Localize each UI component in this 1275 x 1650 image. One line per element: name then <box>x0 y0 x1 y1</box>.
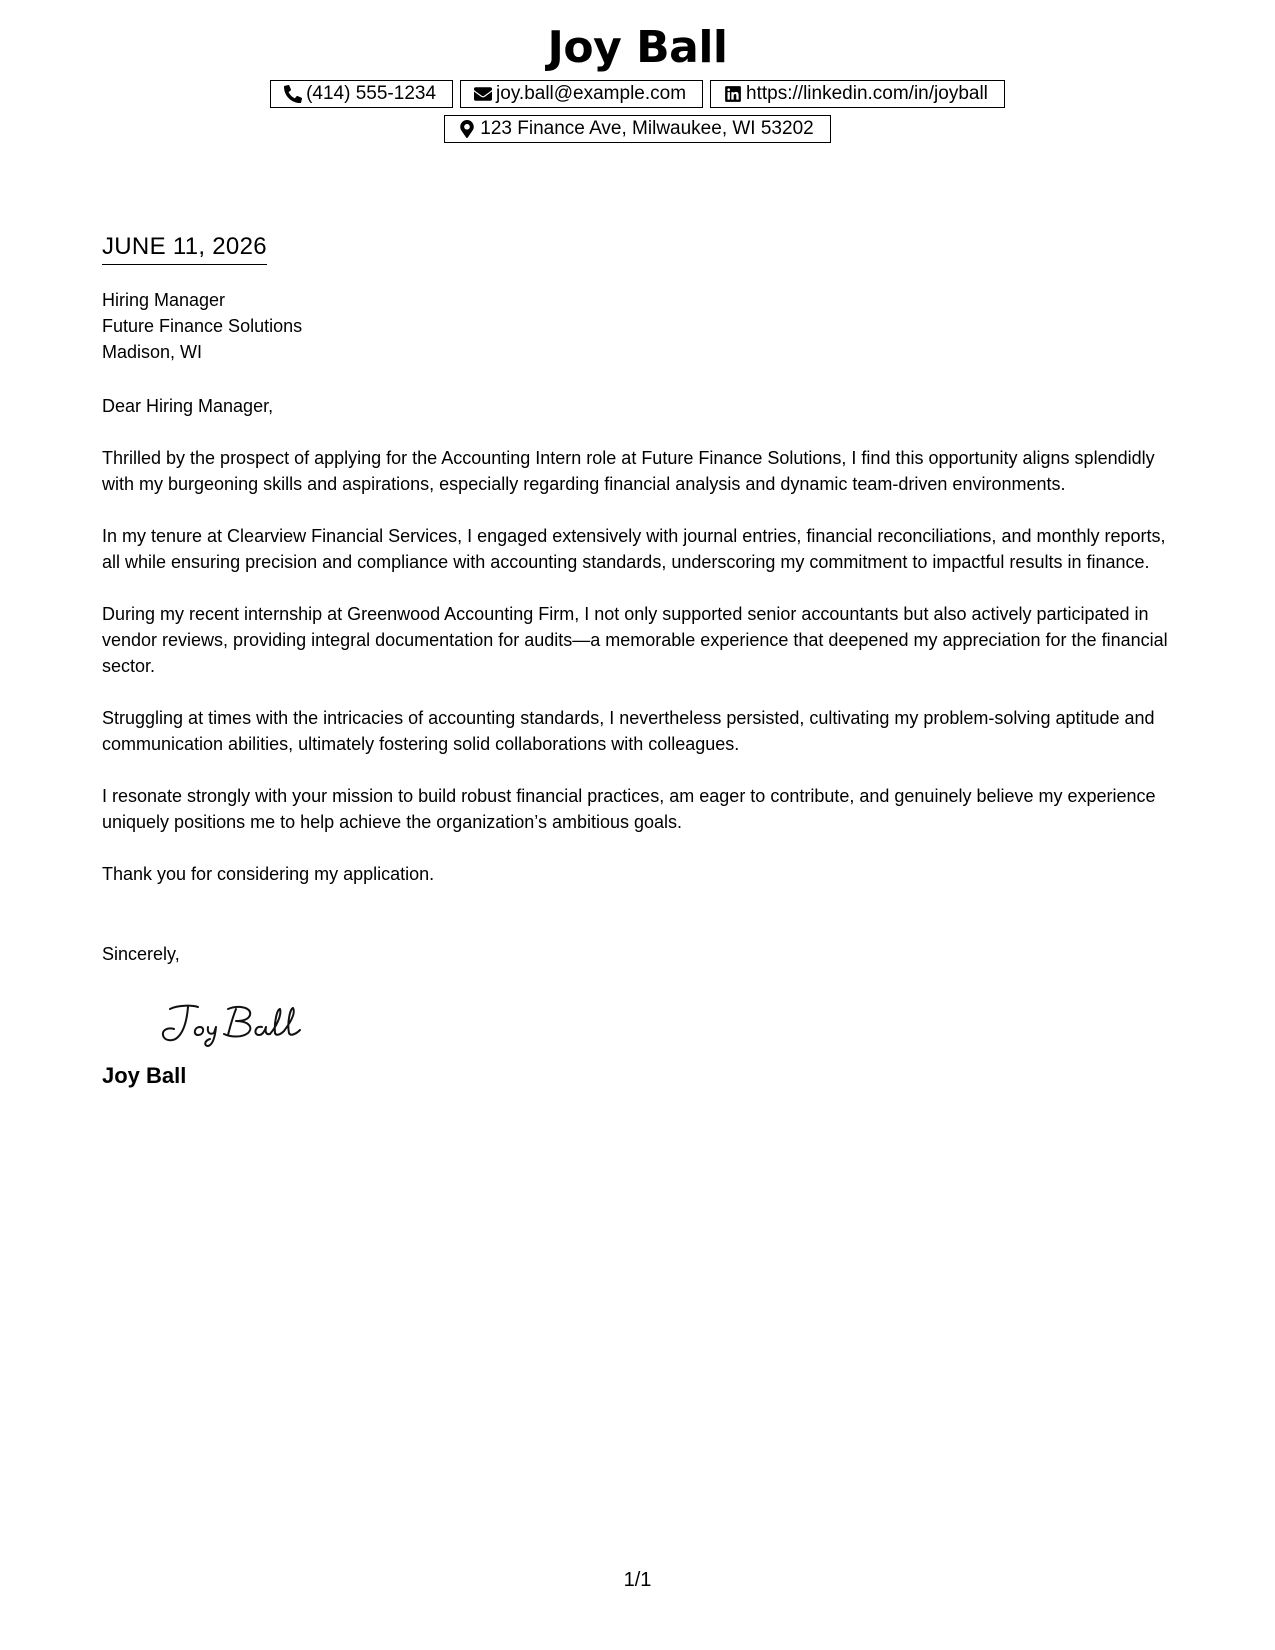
address-text: 123 Finance Ave, Milwaukee, WI 53202 <box>480 118 814 139</box>
letter-header <box>0 18 1275 143</box>
contact-row-primary <box>0 80 1275 108</box>
phone-icon <box>284 85 302 103</box>
envelope-icon <box>474 85 492 103</box>
recipient-location: Madison, WI <box>102 342 203 362</box>
contact-row-secondary <box>0 115 1275 143</box>
paragraph-5: I resonate strongly with your mission to build robust financial practices, am eager to contribute, and genuinely believe my experience uniquely positions me to help achieve the organization’s ambitious goals. <box>102 786 1156 832</box>
phone-text: (414) 555-1234 <box>306 83 437 104</box>
sender-name: Joy Ball <box>547 22 728 73</box>
contact-phone <box>270 80 453 108</box>
contact-email[interactable] <box>460 80 703 108</box>
paragraph-4: Struggling at times with the intricacies of accounting standards, I nevertheless persisted, cultivating my problem-solving aptitude and communication abilities, ultimately fostering solid collaborations with colleagues. <box>102 708 1155 754</box>
contact-address <box>444 115 830 143</box>
paragraph-6: Thank you for considering my application. <box>102 864 435 884</box>
paragraph-2: In my tenure at Clearview Financial Services, I engaged extensively with journal entries, financial reconciliations, and monthly reports, all while ensuring precision and compliance with accounting standards, underscoring my commitment to impactful results in finance. <box>102 526 1166 572</box>
signer-name: Joy Ball <box>102 1063 187 1088</box>
recipient-title: Hiring Manager <box>102 290 226 310</box>
recipient-block <box>102 287 1182 365</box>
page-number: 1/1 <box>623 1569 652 1591</box>
email-text: joy.ball@example.com <box>496 83 687 104</box>
linkedin-text: https://linkedin.com/in/joyball <box>746 83 988 104</box>
greeting: Dear Hiring Manager, <box>102 396 274 416</box>
paragraph-3: During my recent internship at Greenwood Accounting Firm, I not only supported senior accountants but also actively participated in vendor reviews, providing integral documentation for audits—a memorable experience that deepened my appreciation for the financial sector. <box>102 604 1168 676</box>
map-marker-icon <box>458 120 476 138</box>
closing: Sincerely, <box>102 944 180 964</box>
linkedin-icon <box>724 85 742 103</box>
recipient-company: Future Finance Solutions <box>102 316 303 336</box>
letter-body <box>102 230 1182 1091</box>
letter-date: JUNE 11, 2026 <box>102 230 267 265</box>
handwritten-signature <box>158 997 318 1049</box>
contact-linkedin[interactable] <box>710 80 1005 108</box>
paragraph-1: Thrilled by the prospect of applying for the Accounting Intern role at Future Finance Solutions, I find this opportunity aligns splendidly with my burgeoning skills and aspirations, especially regarding financial analysis and dynamic team-driven environments. <box>102 448 1155 494</box>
signature-image <box>158 997 318 1049</box>
